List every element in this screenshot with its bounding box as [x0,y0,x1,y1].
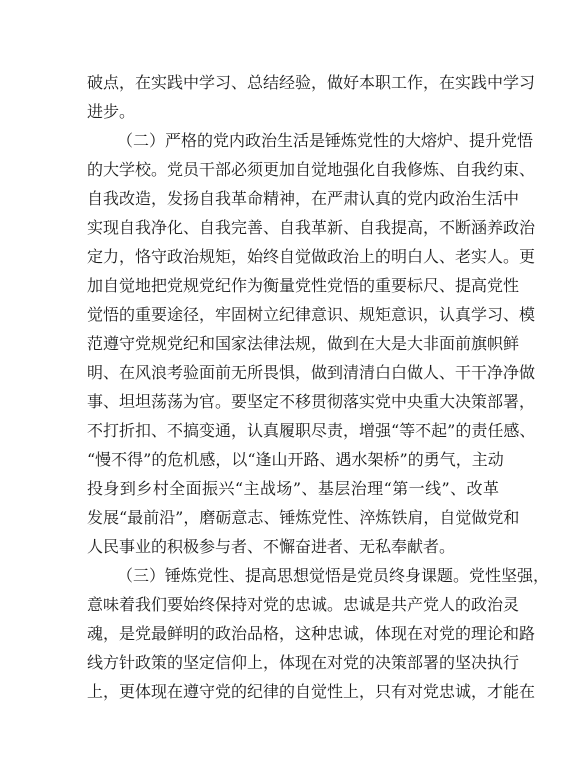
text-line: 投身到乡村全面振兴“主战场”、基层治理“第一线”、改革 [87,479,499,498]
text-line: 上，更体现在遵守党的纪律的自觉性上，只有对党忠诚，才能在 [87,682,536,701]
text-line: 实现自我净化、自我完善、自我革新、自我提高，不断涵养政治 [87,218,536,237]
text-line: 加自觉地把党规党纪作为衡量党性党悟的重要标尺、提高党性 [87,276,520,295]
text-line: 范遵守党规党纪和国家法律法规，做到在大是大非面前旗帜鲜 [87,334,520,353]
text-line: 定力，恪守政治规矩，始终自觉做政治上的明白人、老实人。更 [87,247,536,266]
text-line: （三）锤炼党性、提高思想觉悟是党员终身课题。党性坚强， [117,566,550,585]
text-line: 线方针政策的坚定信仰上，体现在对党的决策部署的坚决执行 [87,653,520,672]
text-line: 进步。 [87,102,136,121]
text-line: 觉悟的重要途径，牢固树立纪律意识、规矩意识，认真学习、模 [87,305,536,324]
document-page [87,68,550,706]
text-line: 的大学校。党员干部必须更加自觉地强化自我修炼、自我约束、 [87,160,536,179]
text-line: 不打折扣、不搞变通，认真履职尽责，增强“等不起”的责任感、 [87,421,536,440]
text-line: 魂，是党最鲜明的政治品格，这种忠诚，体现在对党的理论和路 [87,624,536,643]
text-line: （二）严格的党内政治生活是锤炼党性的大熔炉、提升党悟 [117,131,534,150]
text-line: 人民事业的积极参与者、不懈奋进者、无私奉献者。 [87,537,456,556]
text-line: 发展“最前沿”，磨砺意志、锤炼党性、淬炼铁肩，自觉做党和 [87,508,520,527]
text-line: 意味着我们要始终保持对党的忠诚。忠诚是共产党人的政治灵 [87,595,520,614]
text-line: 明、在风浪考验面前无所畏惧，做到清清白白做人、干干净净做 [87,363,536,382]
text-line: 自我改造，发扬自我革命精神，在严肃认真的党内政治生活中 [87,189,520,208]
text-line: 破点，在实践中学习、总结经验，做好本职工作，在实践中学习 [87,73,536,92]
text-line: 事、坦坦荡荡为官。要坚定不移贯彻落实党中央重大决策部署， [87,392,536,411]
text-line: “慢不得”的危机感，以“逢山开路、遇水架桥”的勇气，主动 [87,450,504,469]
